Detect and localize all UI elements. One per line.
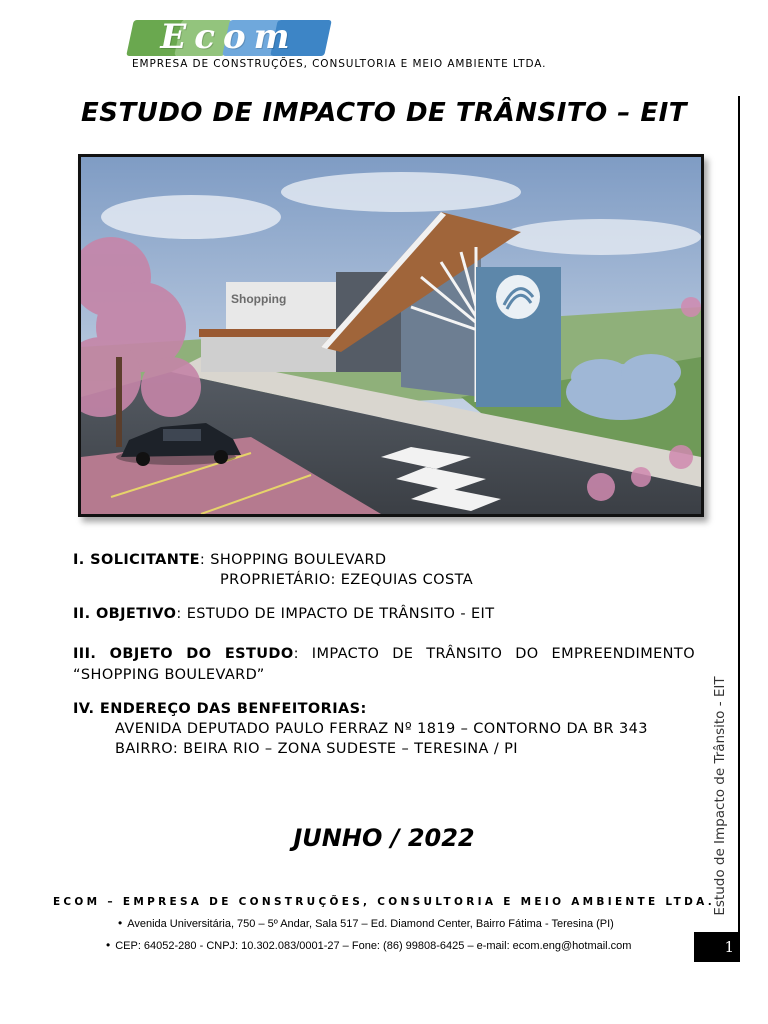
footer-address-text: Avenida Universitária, 750 – 5º Andar, Sala 517 – Ed. Diamond Center, Bairro Fátima - Teresina (PI) — [127, 918, 614, 930]
building-render-image — [78, 154, 704, 517]
page-number: 1 — [694, 932, 740, 962]
logo-company-line: EMPRESA DE CONSTRUÇÕES, CONSULTORIA E MEIO AMBIENTE LTDA. — [132, 58, 547, 70]
margin-rule — [738, 96, 740, 962]
shopping-sign: Shopping — [231, 292, 287, 306]
objective-value: : ESTUDO DE IMPACTO DE TRÂNSITO - EIT — [176, 606, 495, 622]
running-title — [706, 668, 734, 924]
requester-owner: PROPRIETÁRIO: EZEQUIAS COSTA — [220, 572, 474, 588]
objective-label: II. OBJETIVO — [73, 606, 177, 622]
footer-company: ECOM – EMPRESA DE CONSTRUÇÕES, CONSULTORIA E MEIO AMBIENTE LTDA. — [52, 896, 716, 908]
company-logo — [128, 16, 588, 76]
footer-contact — [106, 938, 631, 952]
section-requester — [73, 552, 387, 568]
document-title: ESTUDO DE IMPACTO DE TRÂNSITO – EIT — [80, 98, 688, 128]
address-line-1: AVENIDA DEPUTADO PAULO FERRAZ Nº 1819 – CONTORNO DA BR 343 — [115, 721, 648, 737]
document-date: JUNHO / 2022 — [293, 824, 475, 852]
section-study-object — [73, 646, 695, 662]
bullet-icon: • — [106, 938, 111, 952]
study-object-value-line2: “SHOPPING BOULEVARD” — [73, 667, 265, 683]
render-illustration — [81, 157, 701, 514]
section-objective — [73, 606, 494, 622]
logo-wordmark: Ecom — [160, 17, 298, 57]
study-object-value: : IMPACTO DE TRÂNSITO DO EMPREENDIMENTO — [293, 646, 696, 662]
bullet-icon: • — [118, 916, 123, 930]
section-address-label: IV. ENDEREÇO DAS BENFEITORIAS: — [73, 701, 367, 717]
footer-address — [118, 916, 614, 930]
logo-tiles — [128, 16, 330, 56]
requester-label: I. SOLICITANTE — [73, 552, 200, 568]
running-title-text: Estudo de Impacto de Trânsito - EIT — [712, 676, 728, 916]
address-line-2: BAIRRO: BEIRA RIO – ZONA SUDESTE – TERESINA / PI — [115, 741, 518, 757]
study-object-label: III. OBJETO DO ESTUDO — [73, 646, 294, 662]
footer-contact-text: CEP: 64052-280 - CNPJ: 10.302.083/0001-27 – Fone: (86) 99808-6425 – e-mail: ecom.eng@hotmail.com — [115, 940, 632, 952]
requester-value: : SHOPPING BOULEVARD — [199, 552, 387, 568]
